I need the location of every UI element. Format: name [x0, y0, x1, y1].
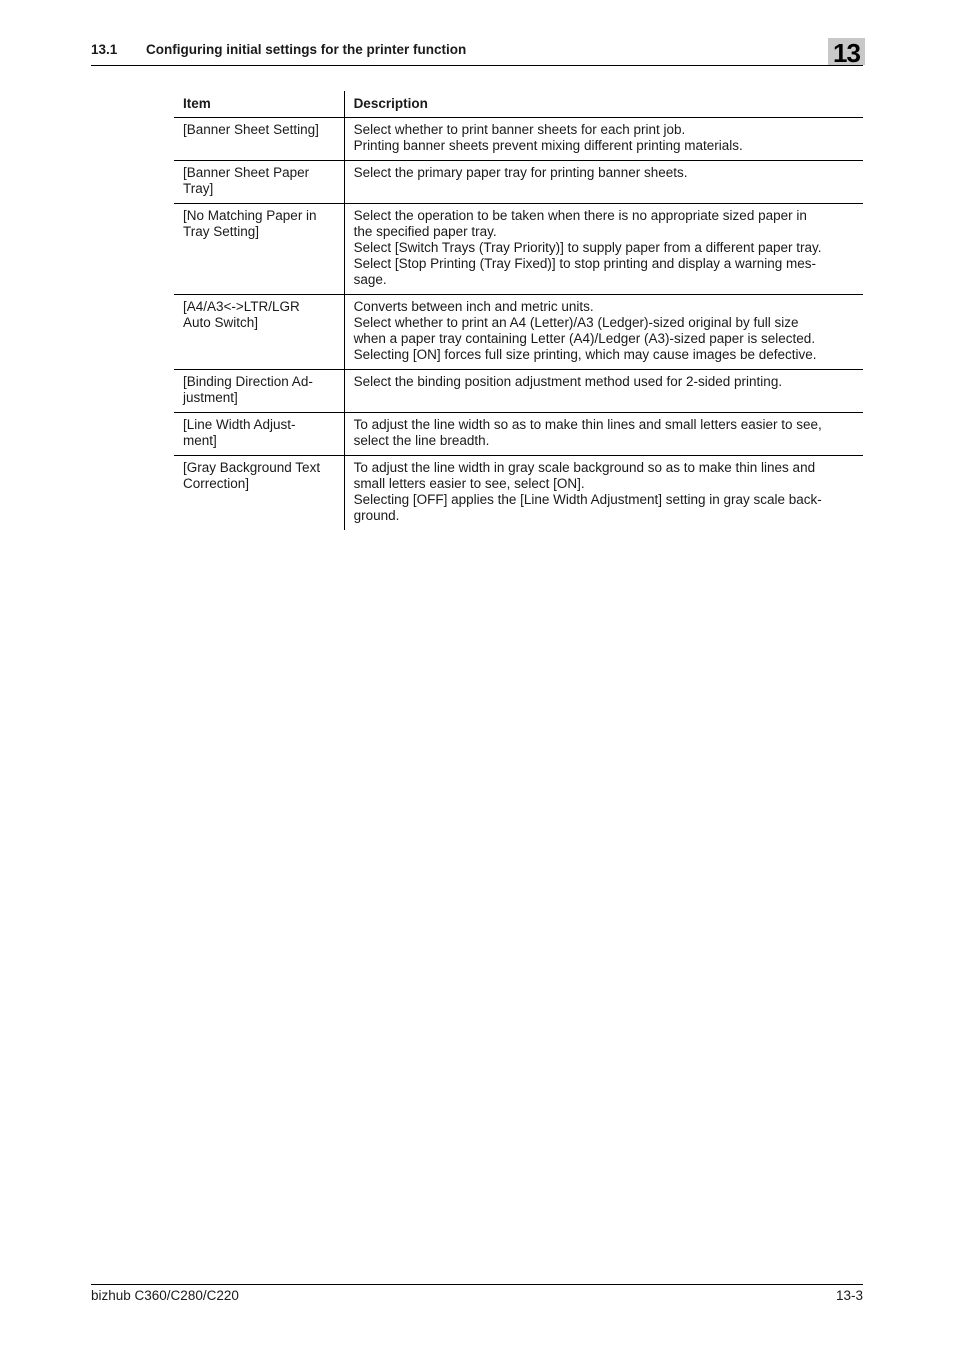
- table-row: [174, 161, 863, 204]
- setting-description-line: Selecting [OFF] applies the [Line Width Adjustment] setting in gray scale back-: [353, 492, 822, 507]
- setting-description-cell: [344, 370, 863, 413]
- chapter-number-badge: 13: [828, 38, 865, 65]
- section-title: Configuring initial settings for the printer function: [146, 42, 467, 57]
- setting-item-line: [No Matching Paper in: [183, 208, 317, 223]
- setting-description-cell: [344, 204, 863, 295]
- footer-model: bizhub C360/C280/C220: [91, 1288, 239, 1303]
- setting-item-line: [Gray Background Text: [183, 460, 321, 475]
- setting-item-line: Auto Switch]: [183, 315, 259, 330]
- setting-description-line: the specified paper tray.: [353, 224, 497, 239]
- setting-description-line: sage.: [353, 272, 387, 287]
- setting-item-line: justment]: [183, 390, 238, 405]
- setting-item-cell: [174, 413, 344, 456]
- table-row: [174, 456, 863, 531]
- table-header-row: [174, 91, 863, 118]
- setting-item-line: [A4/A3<->LTR/LGR: [183, 299, 300, 314]
- setting-description-line: ground.: [353, 508, 400, 523]
- setting-description-line: small letters easier to see, select [ON].: [353, 476, 585, 491]
- setting-description-cell: [344, 118, 863, 161]
- setting-description-line: Select the binding position adjustment method used for 2-sided printing.: [353, 374, 783, 389]
- setting-description-line: select the line breadth.: [353, 433, 490, 448]
- setting-item-cell: [174, 370, 344, 413]
- setting-item-line: [Binding Direction Ad-: [183, 374, 313, 389]
- setting-description-cell: [344, 161, 863, 204]
- setting-description-line: Converts between inch and metric units.: [353, 299, 594, 314]
- setting-description-line: Select [Switch Trays (Tray Priority)] to supply paper from a different paper tray.: [353, 240, 822, 255]
- settings-table: [174, 91, 863, 530]
- setting-item-cell: [174, 118, 344, 161]
- setting-description-line: Select the primary paper tray for printing banner sheets.: [353, 165, 688, 180]
- setting-item-cell: [174, 456, 344, 531]
- setting-item-line: ment]: [183, 433, 217, 448]
- setting-description-line: To adjust the line width so as to make thin lines and small letters easier to see,: [353, 417, 822, 432]
- table-row: [174, 118, 863, 161]
- setting-item-line: [Banner Sheet Paper: [183, 165, 310, 180]
- setting-item-cell: [174, 161, 344, 204]
- setting-item-cell: [174, 295, 344, 370]
- setting-item-cell: [174, 204, 344, 295]
- table-row: [174, 370, 863, 413]
- setting-item-line: [Line Width Adjust-: [183, 417, 296, 432]
- setting-item-line: Tray]: [183, 181, 214, 196]
- table-row: [174, 204, 863, 295]
- setting-item-line: Tray Setting]: [183, 224, 260, 239]
- table-row: [174, 295, 863, 370]
- setting-description-line: Select [Stop Printing (Tray Fixed)] to stop printing and display a warning mes-: [353, 256, 817, 271]
- setting-description-line: Select the operation to be taken when there is no appropriate sized paper in: [353, 208, 807, 223]
- setting-item-line: Correction]: [183, 476, 250, 491]
- page-footer: [91, 1284, 863, 1303]
- running-header: [91, 41, 863, 66]
- setting-description-cell: [344, 295, 863, 370]
- setting-description-line: Select whether to print banner sheets for each print job.: [353, 122, 686, 137]
- setting-description-line: when a paper tray containing Letter (A4)/Ledger (A3)-sized paper is selected.: [353, 331, 816, 346]
- table-body: [174, 118, 863, 531]
- setting-description-line: Selecting [ON] forces full size printing, which may cause images be defective.: [353, 347, 817, 362]
- footer-page-number: 13-3: [835, 1288, 863, 1303]
- setting-description-cell: [344, 413, 863, 456]
- setting-description-line: To adjust the line width in gray scale background so as to make thin lines and: [353, 460, 816, 475]
- setting-item-line: [Banner Sheet Setting]: [183, 122, 319, 137]
- setting-description-cell: [344, 456, 863, 531]
- setting-description-line: Printing banner sheets prevent mixing different printing materials.: [353, 138, 743, 153]
- column-header-description: Description: [344, 91, 863, 118]
- column-header-item: Item: [174, 91, 344, 118]
- table-row: [174, 413, 863, 456]
- section-number: 13.1: [91, 42, 118, 57]
- setting-description-line: Select whether to print an A4 (Letter)/A3 (Ledger)-sized original by full size: [353, 315, 799, 330]
